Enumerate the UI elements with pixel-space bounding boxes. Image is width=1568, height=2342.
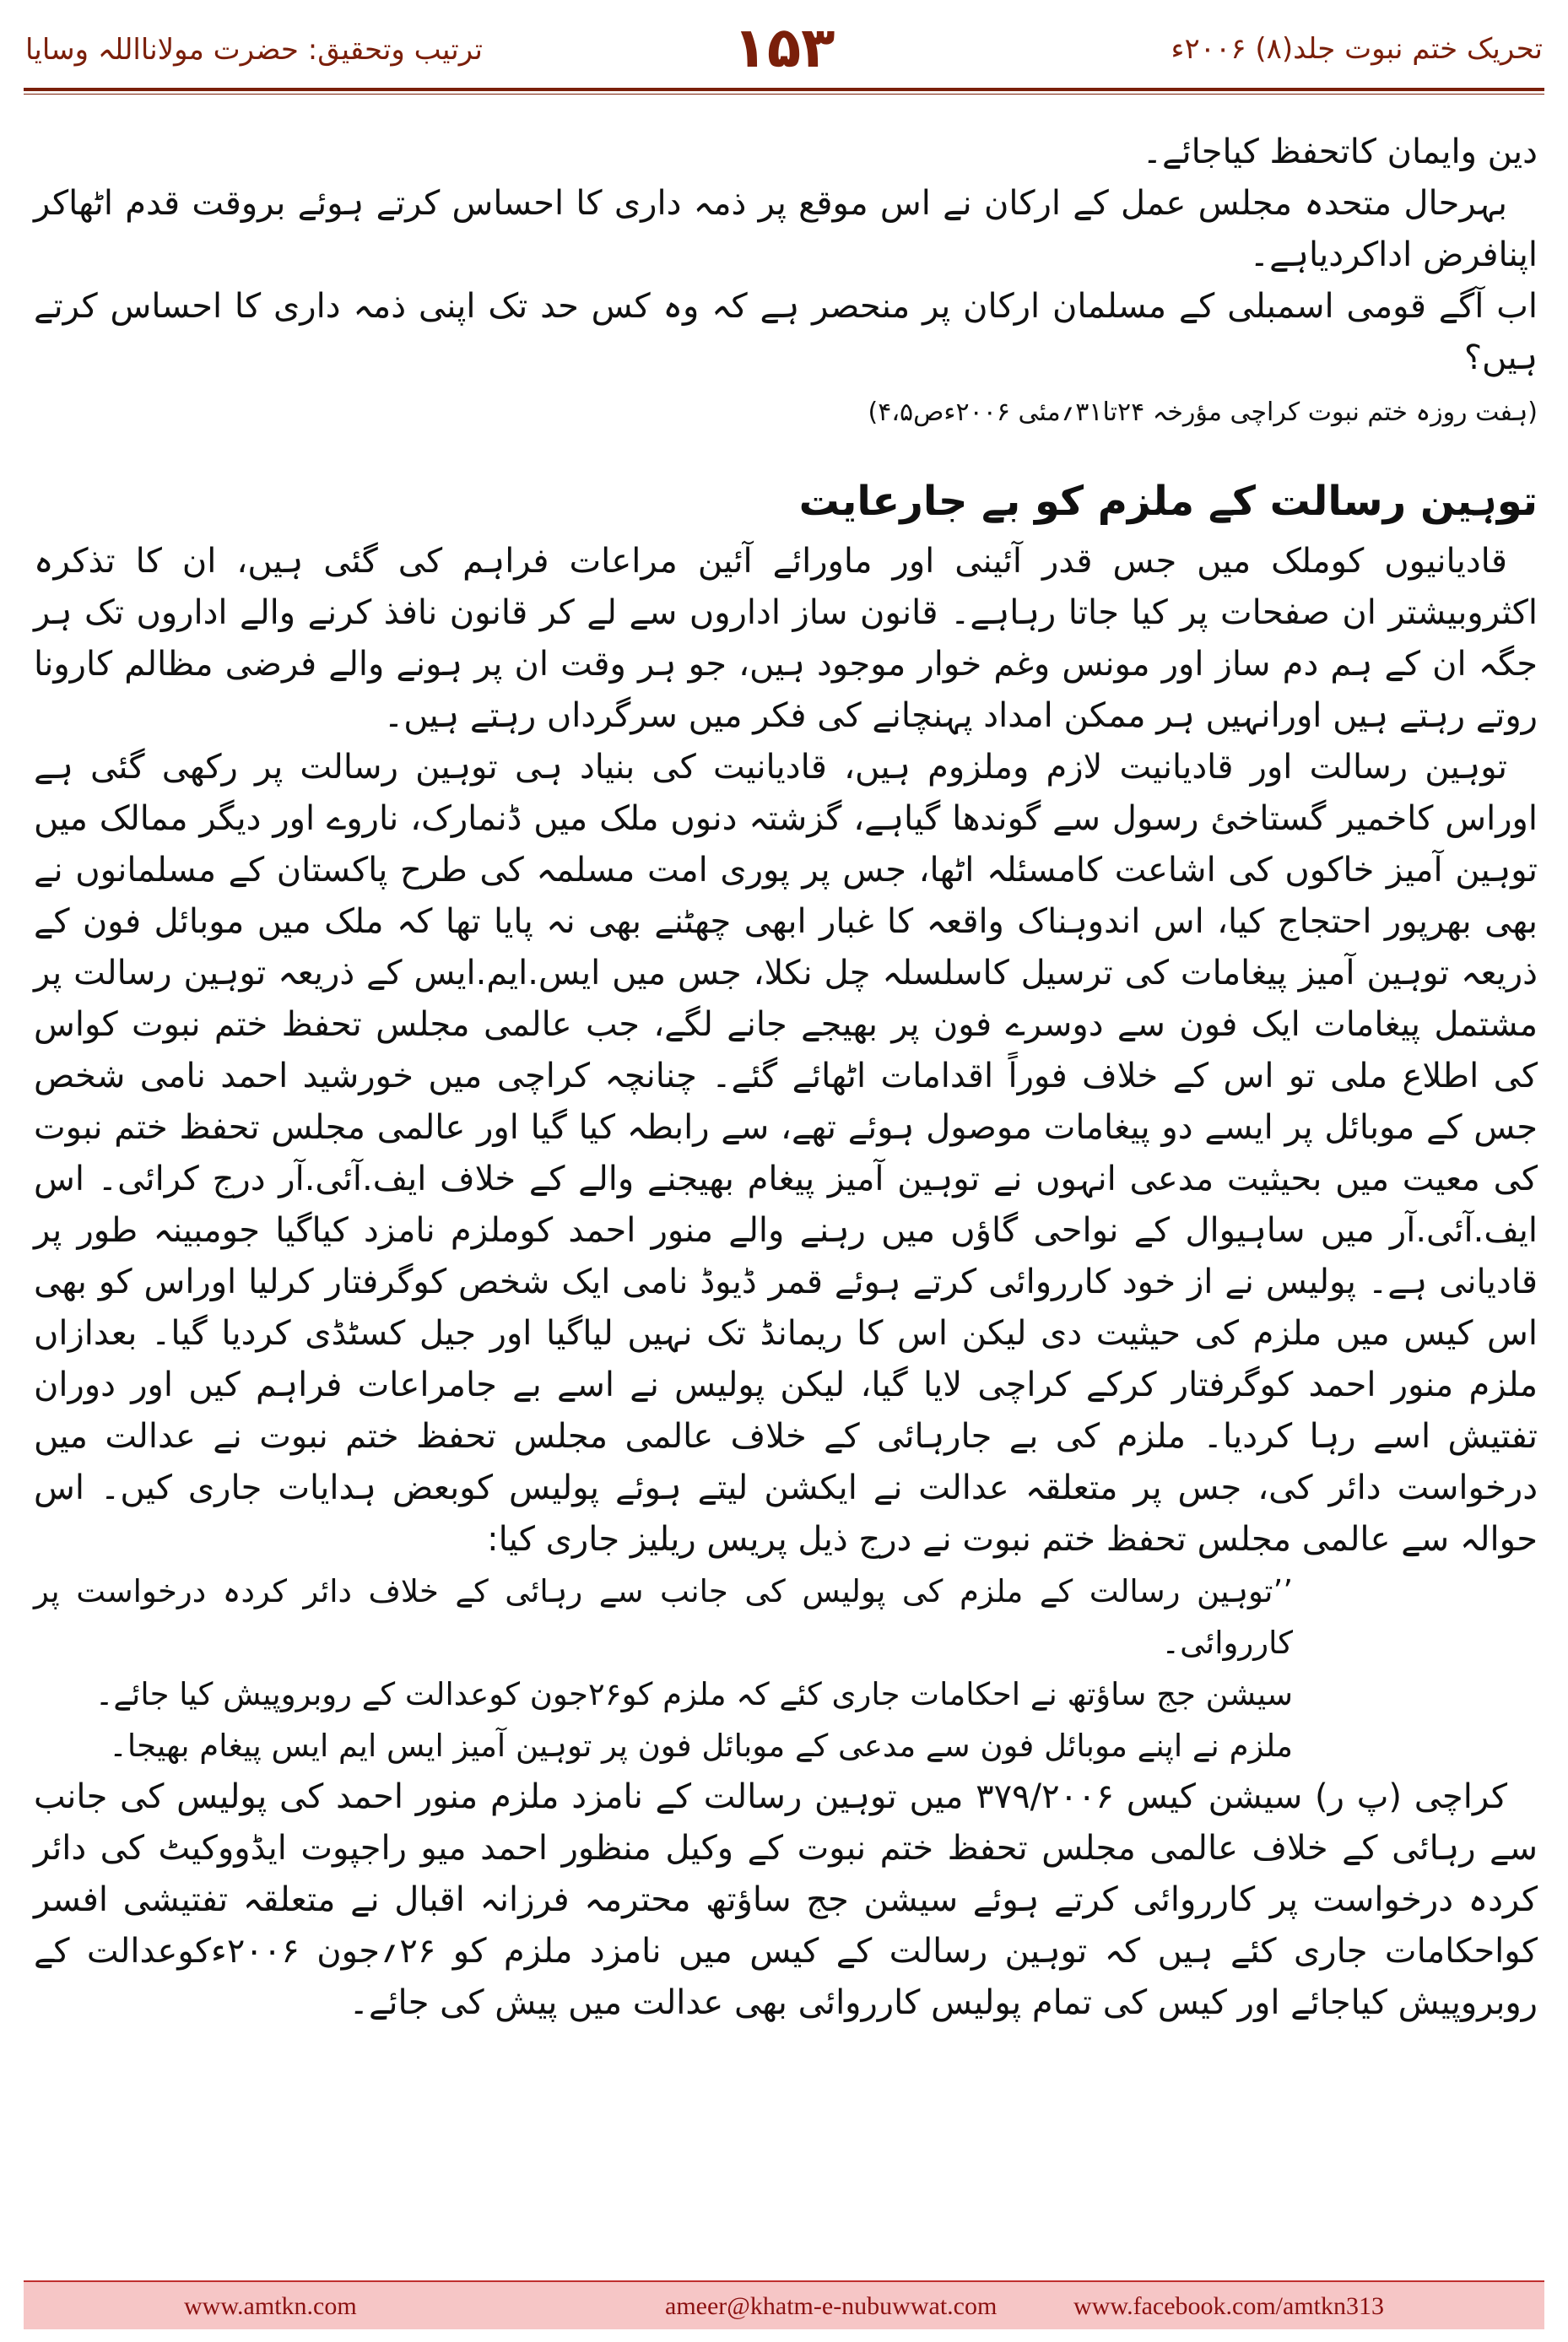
paragraph-2: توہین رسالت اور قادیانیت لازم وملزوم ہیں، قادیانیت کی بنیاد ہی توہین رسالت پر رکھی گئی ہے اوراس کاخمیر گستاخئ رسول سے گوندھا گیاہے، گزشتہ دنوں ملک میں ڈنمارک، ناروے اور دیگر ممالک میں توہین آمیز خاکوں کی اشاعت کامسئلہ اٹھا، جس پر پوری امت مسلمہ کی طرح پاکستان کے مسلمانوں نے بھی بھرپور احتجاج کیا، اس اندوہناک واقعہ کا غبار ابھی چھٹنے بھی نہ پایا تھا کہ ملک میں موبائل فون کے ذریعہ توہین آمیز پیغامات کی ترسیل کاسلسلہ چل نکلا، جس میں ایس.ایم.ایس کے ذریعہ توہین رسالت پر مشتمل پیغامات ایک فون سے دوسرے فون پر بھیجے جانے لگے، جب عالمی مجلس تحفظ ختم نبوت کواس کی اطلاع ملی تو اس کے خلاف فوراً اقدامات اٹھائے گئے۔ چنانچہ کراچی میں خورشید احمد نامی شخص جس کے موبائل پر ایسے دو پیغامات موصول ہوئے تھے، سے رابطہ کیا گیا اور عالمی مجلس تحفظ ختم نبوت کی معیت میں بحیثیت مدعی انہوں نے توہین آمیز پیغام بھیجنے والے کے خلاف ایف.آئی.آر درج کرائی۔ اس ایف.آئی.آر میں ساہیوال کے نواحی گاؤں میں رہنے والے منور احمد کوملزم نامزد کیاگیا جومبینہ طور پر قادیانی ہے۔ پولیس نے از خود کارروائی کرتے ہوئے قمر ڈیوڈ نامی ایک شخص کوگرفتار کرلیا اوراس کو بھی اس کیس میں ملزم کی حیثیت دی لیکن اس کا ریمانڈ تک نہیں لیاگیا اور جیل کسٹڈی کردیا گیا۔ بعدازاں ملزم منور احمد کوگرفتار کرکے کراچی لایا گیا، لیکن پولیس نے اسے بے جامراعات فراہم کیں اور دوران تفتیش اسے رہا کردیا۔ ملزم کی بے جارہائی کے خلاف عالمی مجلس تحفظ ختم نبوت نے عدالت میں درخواست دائر کی، جس پر متعلقہ عدالت نے ایکشن لیتے ہوئے پولیس کوبعض ہدایات جاری کیں۔ اس حوالہ سے عالمی مجلس تحفظ ختم نبوت نے درج ذیل پریس ریلیز جاری کیا:	[34, 748, 1538, 1559]
quote-line-1: ’’توہین رسالت کے ملزم کی پولیس کی جانب سے رہائی کے خلاف دائر کردہ درخواست پر کارروائی۔	[34, 1573, 1293, 1661]
header-divider-thin	[24, 94, 1544, 95]
press-release-quote	[34, 1566, 1538, 1771]
quote-line-2: سیشن جج ساؤتھ نے احکامات جاری کئے کہ ملزم کو۲۶جون کوعدالت کے روبروپیش کیا جائے۔	[95, 1676, 1293, 1712]
page-footer	[24, 2280, 1544, 2329]
intro-line-1: دین وایمان کاتحفظ کیاجائے۔	[1142, 133, 1538, 171]
page-body	[34, 127, 1538, 2029]
book-title: تحریک ختم نبوت جلد(۸) ۲۰۰۶ء	[1171, 32, 1543, 66]
footer-email-link[interactable]: ameer@khatm-e-nubuwwat.com	[665, 2292, 998, 2320]
paragraph-1: قادیانیوں کوملک میں جس قدر آئینی اور ماورائے آئین مراعات فراہم کی گئی ہیں، ان کا تذکرہ اکثروبیشتر ان صفحات پر کیا جاتا رہاہے۔ قانون ساز اداروں سے لے کر قانون نافذ کرنے والے اداروں تک ہر جگہ ان کے ہم دم ساز اور مونس وغم خوار موجود ہیں، جو ہر وقت ان پر ہونے والے فرضی مظالم کارونا روتے رہتے ہیں اورانہیں ہر ممکن امداد پہنچانے کی فکر میں سرگرداں رہتے ہیں۔	[34, 542, 1538, 735]
source-citation: (ہفت روزہ ختم نبوت کراچی مؤرخہ ۲۴تا۳۱؍مئی ۲۰۰۶ءص۴،۵)	[868, 398, 1538, 427]
intro-line-3: اب آگے قومی اسمبلی کے مسلمان ارکان پر منحصر ہے کہ وہ کس حد تک اپنی ذمہ داری کا احساس کرتے ہیں؟	[34, 287, 1538, 377]
paragraph-3: کراچی (پ ر) سیشن کیس ۳۷۹/۲۰۰۶ میں توہین رسالت کے نامزد ملزم منور احمد کی پولیس کی جانب سے رہائی کے خلاف عالمی مجلس تحفظ ختم نبوت کے وکیل منظور احمد میو راجپوت ایڈووکیٹ کی دائر کردہ درخواست پر کارروائی کرتے ہوئے سیشن جج ساؤتھ محترمہ فرزانہ اقبال نے متعلقہ تفتیشی افسر کواحکامات جاری کئے ہیں کہ توہین رسالت کے کیس میں نامزد ملزم کو ۲۶؍جون ۲۰۰۶ءکوعدالت کے روبروپیش کیاجائے اور کیس کی تمام پولیس کارروائی بھی عدالت میں پیش کی جائے۔	[34, 1777, 1538, 2022]
footer-website-link[interactable]: www.amtkn.com	[184, 2292, 357, 2320]
quote-line-3: ملزم نے اپنے موبائل فون سے مدعی کے موبائل فون پر توہین آمیز ایس ایم ایس پیغام بھیجا۔	[109, 1728, 1293, 1764]
page-number: ۱۵۳	[733, 15, 835, 80]
section-heading: توہین رسالت کے ملزم کو بے جارعایت	[798, 478, 1538, 525]
compiler-credit: ترتیب وتحقیق: حضرت مولانااللہ وسایا	[25, 33, 483, 67]
page-header	[0, 0, 1568, 93]
intro-line-2: بہرحال متحدہ مجلس عمل کے ارکان نے اس موقع پر ذمہ داری کا احساس کرتے ہوئے بروقت قدم اٹھاکر اپنافرض اداکردیاہے۔	[34, 184, 1538, 274]
header-divider	[24, 88, 1544, 91]
footer-facebook-link[interactable]: www.facebook.com/amtkn313	[1073, 2292, 1384, 2320]
